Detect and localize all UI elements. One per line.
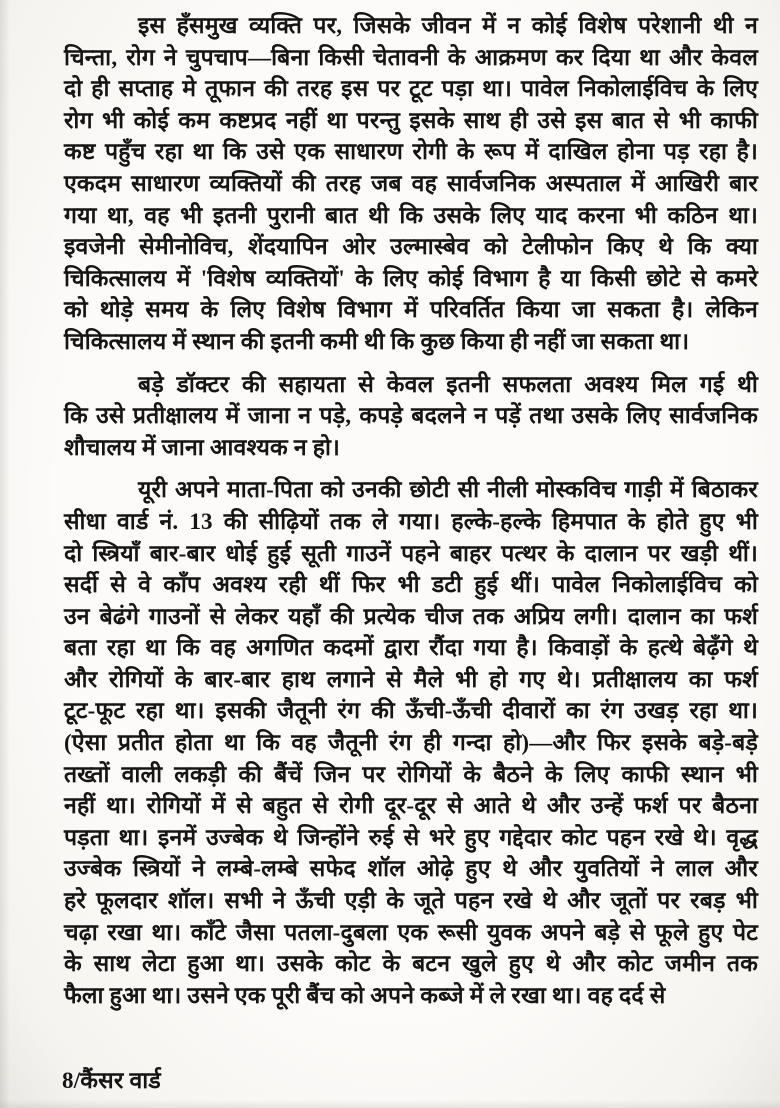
scan-edge-shadow-left: [0, 0, 10, 1108]
page-footer-running-title: 8/कैंसर वार्ड: [62, 1068, 161, 1093]
text-line: दो ही सप्ताह मे तूफान की तरह इस पर टूट पड़ा था। पावेल निकोलाईविच के लिए: [64, 76, 758, 102]
text-line: बता रहा था कि वह अगणित कदमों द्वारा रौंदा गया है। किवाड़ों के हत्थे बेढ़ँगे थे: [64, 635, 758, 661]
text-line: सीधा वार्ड नं. 13 की सीढ़ियों तक ले गया। हल्के-हल्के हिमपात के होते हुए भी: [64, 508, 758, 534]
text-line: तख्तों वाली लकड़ी की बैंचें जिन पर रोगियों के बैठने के लिए काफी स्थान भी: [64, 761, 758, 787]
text-line: चिकित्सालय में स्थान की इतनी कमी थी कि कुछ किया ही नहीं जा सकता था।: [64, 328, 690, 354]
text-line: चढ़ा रखा था। काँटे जैसा पतला-दुबला एक रूसी युवक अपने बड़े से फूले हुए पेट: [64, 919, 758, 945]
paragraph-2: [64, 369, 758, 464]
text-line: के साथ लेटा हुआ था। उसके कोट के बटन खुले हुए थे और कोट जमीन तक: [64, 951, 758, 977]
text-line: कष्ट पहुँच रहा था कि उसे एक साधारण रोगी के रूप में दाखिल होना पड़ रहा है।: [64, 139, 758, 165]
text-line: बड़े डॉक्टर की सहायता से केवल इतनी सफलता अवश्य मिल गई थी: [138, 371, 758, 397]
text-line: चिकित्सालय में 'विशेष व्यक्तियों' के लिए कोई विभाग है या किसी छोटे से कमरे: [64, 265, 758, 291]
text-line: दो स्त्रियाँ बार-बार धोई हुई सूती गाउनें पहने बाहर पत्थर के दालान पर खड़ी थीं।: [64, 540, 758, 566]
page-text-block: [64, 10, 758, 1011]
text-line: और रोगियों के बार-बार हाथ लगाने से मैले भी हो गए थे। प्रतीक्षालय का फर्श: [64, 666, 758, 692]
text-line: इवजेनी सेमीनोविच, शेंदयापिन ओर उल्मास्बेव को टेलीफोन किए थे कि क्या: [64, 234, 758, 260]
text-line: शौचालय में जाना आवश्यक न हो।: [64, 434, 341, 460]
paragraph-1: [64, 10, 758, 358]
text-line: फैला हुआ था। उसने एक पूरी बैंच को अपने कब्जे में ले रखा था। वह दर्द से: [64, 982, 666, 1008]
text-line: नहीं था। रोगियों में से बहुत से रोगी दूर-दूर से आते थे और उन्हें फर्श पर बैठना: [64, 793, 758, 819]
text-line: (ऐसा प्रतीत होता था कि वह जैतूनी रंग ही गन्दा हो)—और फिर इसके बड़े-बड़े: [64, 730, 758, 756]
text-line: हरे फूलदार शॉल। सभी ने ऊँची एड़ी के जूते पहन रखे थे और जूतों पर रबड़ भी: [64, 888, 758, 914]
text-line: यूरी अपने माता-पिता को उनकी छोटी सी नीली मोस्कविच गाड़ी में बिठाकर: [138, 477, 758, 503]
text-line: उज्बेक स्त्रियों ने लम्बे-लम्बे सफेद शॉल ओढ़े हुए थे और युवतियों ने लाल और: [64, 856, 758, 882]
text-line: टूट-फूट रहा था। इसकी जैतूनी रंग की ऊँची-ऊँची दीवारों का रंग उखड़ रहा था।: [64, 698, 758, 724]
text-line: इस हँसमुख व्यक्ति पर, जिसके जीवन में न कोई विशेष परेशानी थी न: [138, 13, 758, 38]
text-line: गया था, वह भी इतनी पुरानी बात थी कि उसके लिए याद करना भी कठिन था।: [64, 202, 758, 228]
text-line: कि उसे प्रतीक्षालय में जाना न पड़े, कपड़े बदलने न पड़ें तथा उसके लिए सार्वजनिक: [64, 403, 758, 429]
text-line: सर्दी से वे काँप अवश्य रही थीं फिर भी डटी हुई थीं। पावेल निकोलाईविच को: [64, 572, 758, 598]
text-line: को थोड़े समय के लिए विशेष विभाग में परिवर्तित किया जा सकता है। लेकिन: [64, 297, 758, 323]
text-line: एकदम साधारण व्यक्तियों की तरह जब वह सार्वजनिक अस्पताल में आखिरी बार: [64, 170, 758, 196]
paragraph-3: [64, 474, 758, 1011]
text-line: रोग भी कोई कम कष्टप्रद नहीं था परन्तु इसके साथ ही उसे इस बात से भी काफी: [64, 107, 758, 133]
text-line: चिन्ता, रोग ने चुपचाप—बिना किसी चेतावनी के आक्रमण कर दिया था और केवल: [64, 44, 758, 70]
text-line: पड़ता था। इनमें उज्बेक थे जिन्होंने रुई से भरे हुए गद्देदार कोट पहन रखे थे। वृद्ध: [64, 824, 758, 850]
scan-edge-shadow-bottom: [0, 1100, 780, 1108]
text-line: उन बेढंगे गाउनों से लेकर यहाँ की प्रत्येक चीज तक अप्रिय लगी। दालान का फर्श: [64, 603, 758, 629]
